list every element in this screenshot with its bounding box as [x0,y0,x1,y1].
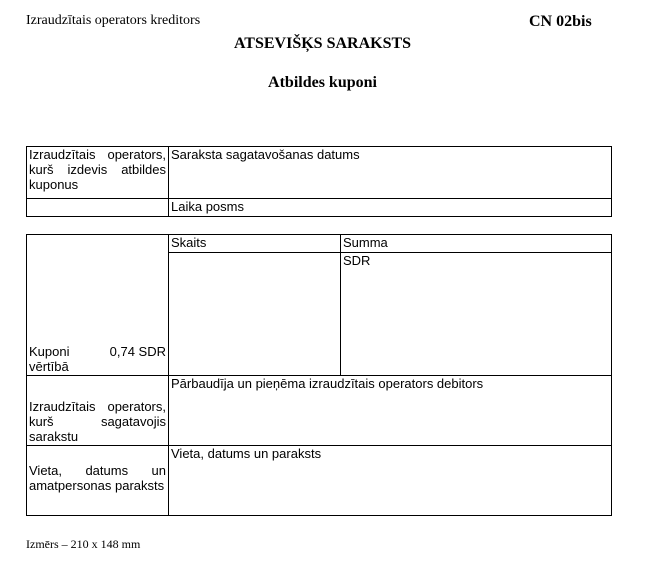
prepared-by-label: Izraudzītais operators, kurš sagatavojis sarakstu [29,399,166,444]
place-date-signature-official-label: Vieta, datums un amatpersonas paraksts [29,463,166,493]
count-value-cell[interactable] [169,253,341,376]
coupon-table [26,234,612,516]
coupon-value-suffix: vērtībā [29,359,69,374]
coupon-label: Kuponi [29,344,70,359]
issuer-info-table [26,146,612,217]
list-date-cell[interactable] [169,147,612,199]
place-date-signature-label: Vieta, datums un paraksts [171,446,322,461]
place-date-signature-cell[interactable] [169,446,612,516]
count-header [169,235,341,253]
page-size-note: Izmērs – 210 x 148 mm [26,537,141,551]
list-date-label: Saraksta sagatavošanas datums [171,147,360,162]
count-header-label: Skaits [171,235,207,250]
place-date-signature-official-cell[interactable] [27,446,169,516]
sum-value-cell[interactable] [341,253,612,376]
coupon-value-cell [27,235,169,376]
issuer-label-cell [27,147,169,199]
coupon-value: 0,74 SDR [109,344,166,359]
period-label: Laika posms [171,199,244,214]
issuer-label: Izraudzītais operators, kurš izdevis atbildes kuponus [29,147,166,192]
form-code: CN 02bis [529,13,592,30]
period-empty-cell [27,199,169,217]
document-title: ATSEVIŠĶS SARAKSTS [233,35,412,52]
creditor-operator-label: Izraudzītais operators kreditors [26,13,201,28]
sum-header [341,235,612,253]
document-subtitle: Atbildes kuponi [268,74,377,91]
sum-header-label: Summa [343,235,388,250]
checked-accepted-cell[interactable] [169,376,612,446]
sum-unit: SDR [343,253,371,268]
checked-accepted-label: Pārbaudīja un pieņēma izraudzītais operators debitors [171,376,484,391]
prepared-by-cell [27,376,169,446]
period-cell[interactable] [169,199,612,217]
